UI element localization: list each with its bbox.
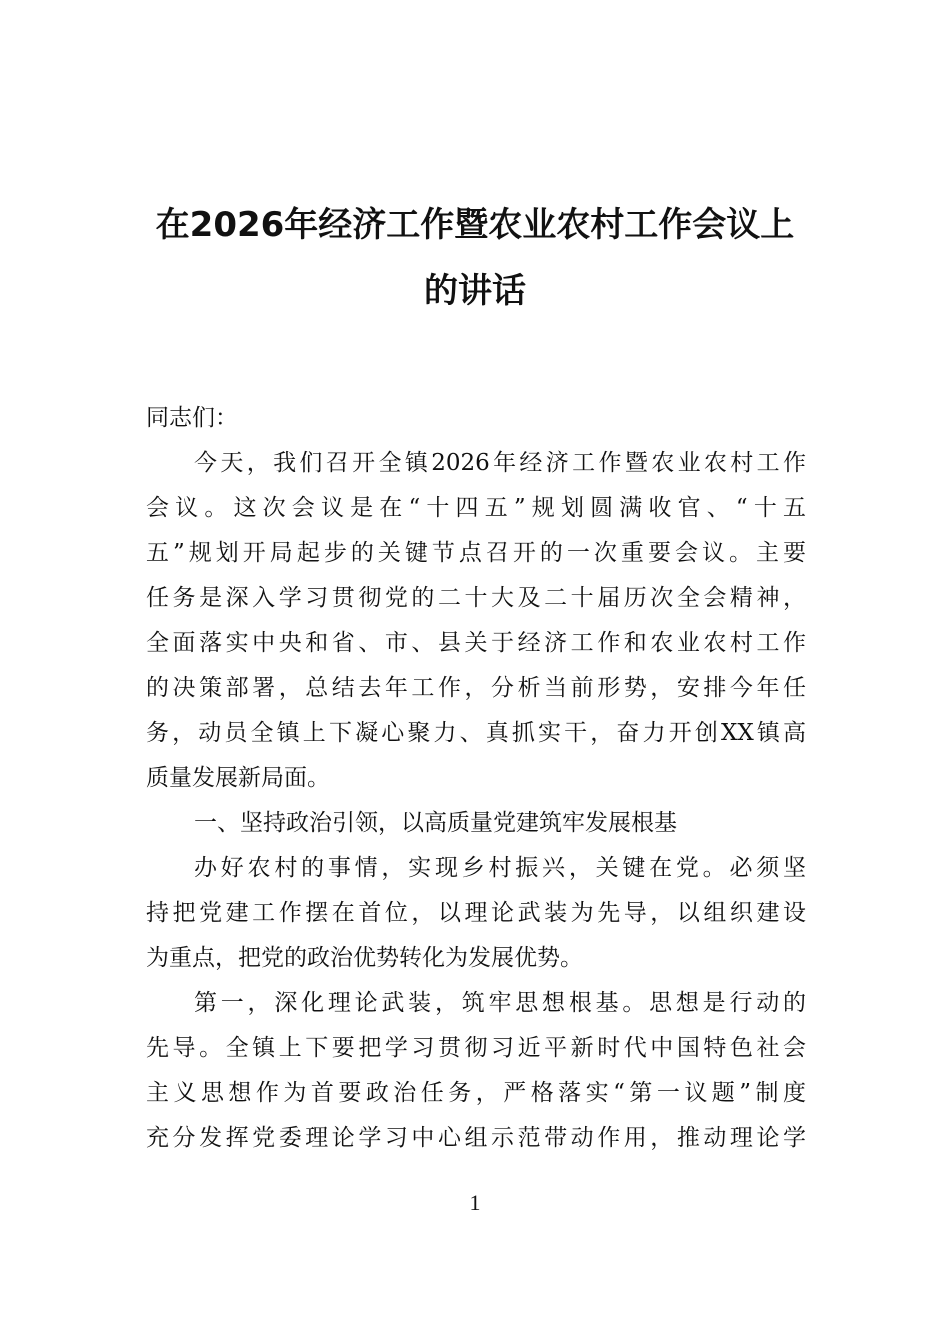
intro-line-4: 任务是深入学习贯彻党的二十大及二十届历次全会精神， [146, 585, 806, 611]
intro-line-7: 务，动员全镇上下凝心聚力、真抓实干，奋力开创XX镇高 [146, 720, 806, 746]
intro-line-5: 全面落实中央和省、市、县关于经济工作和农业农村工作 [146, 630, 806, 656]
intro-line-2: 会议。这次会议是在“十四五”规划圆满收官、“十五 [146, 495, 806, 521]
document-title [140, 192, 810, 324]
title-line-1: 在2026年经济工作暨农业农村工作会议上 [155, 205, 795, 245]
intro-line-6: 的决策部署，总结去年工作，分析当前形势，安排今年任 [146, 675, 806, 701]
subsection-line-4: 充分发挥党委理论学习中心组示范带动作用，推动理论学 [146, 1125, 806, 1151]
document-body [146, 396, 806, 1161]
subsection-line-2: 先导。全镇上下要把学习贯彻习近平新时代中国特色社会 [146, 1035, 806, 1061]
intro-line-8: 质量发展新局面。 [146, 765, 330, 791]
intro-line-3: 五”规划开局起步的关键节点召开的一次重要会议。主要 [146, 540, 806, 566]
title-line-2: 的讲话 [424, 271, 526, 311]
section-line-2: 持把党建工作摆在首位，以理论武装为先导，以组织建设 [146, 900, 806, 926]
page-number: 1 [469, 1190, 481, 1215]
section-line-3: 为重点，把党的政治优势转化为发展优势。 [146, 945, 583, 971]
salutation: 同志们： [146, 405, 238, 431]
subsection-line-1: 第一，深化理论武装，筑牢思想根基。思想是行动的 [194, 990, 806, 1016]
section-line-1: 办好农村的事情，实现乡村振兴，关键在党。必须坚 [194, 855, 806, 881]
subsection-line-3: 主义思想作为首要政治任务，严格落实“第一议题”制度 [146, 1080, 806, 1106]
section-heading: 一、坚持政治引领，以高质量党建筑牢发展根基 [194, 810, 677, 836]
intro-line-1: 今天，我们召开全镇2026年经济工作暨农业农村工作 [194, 450, 806, 476]
